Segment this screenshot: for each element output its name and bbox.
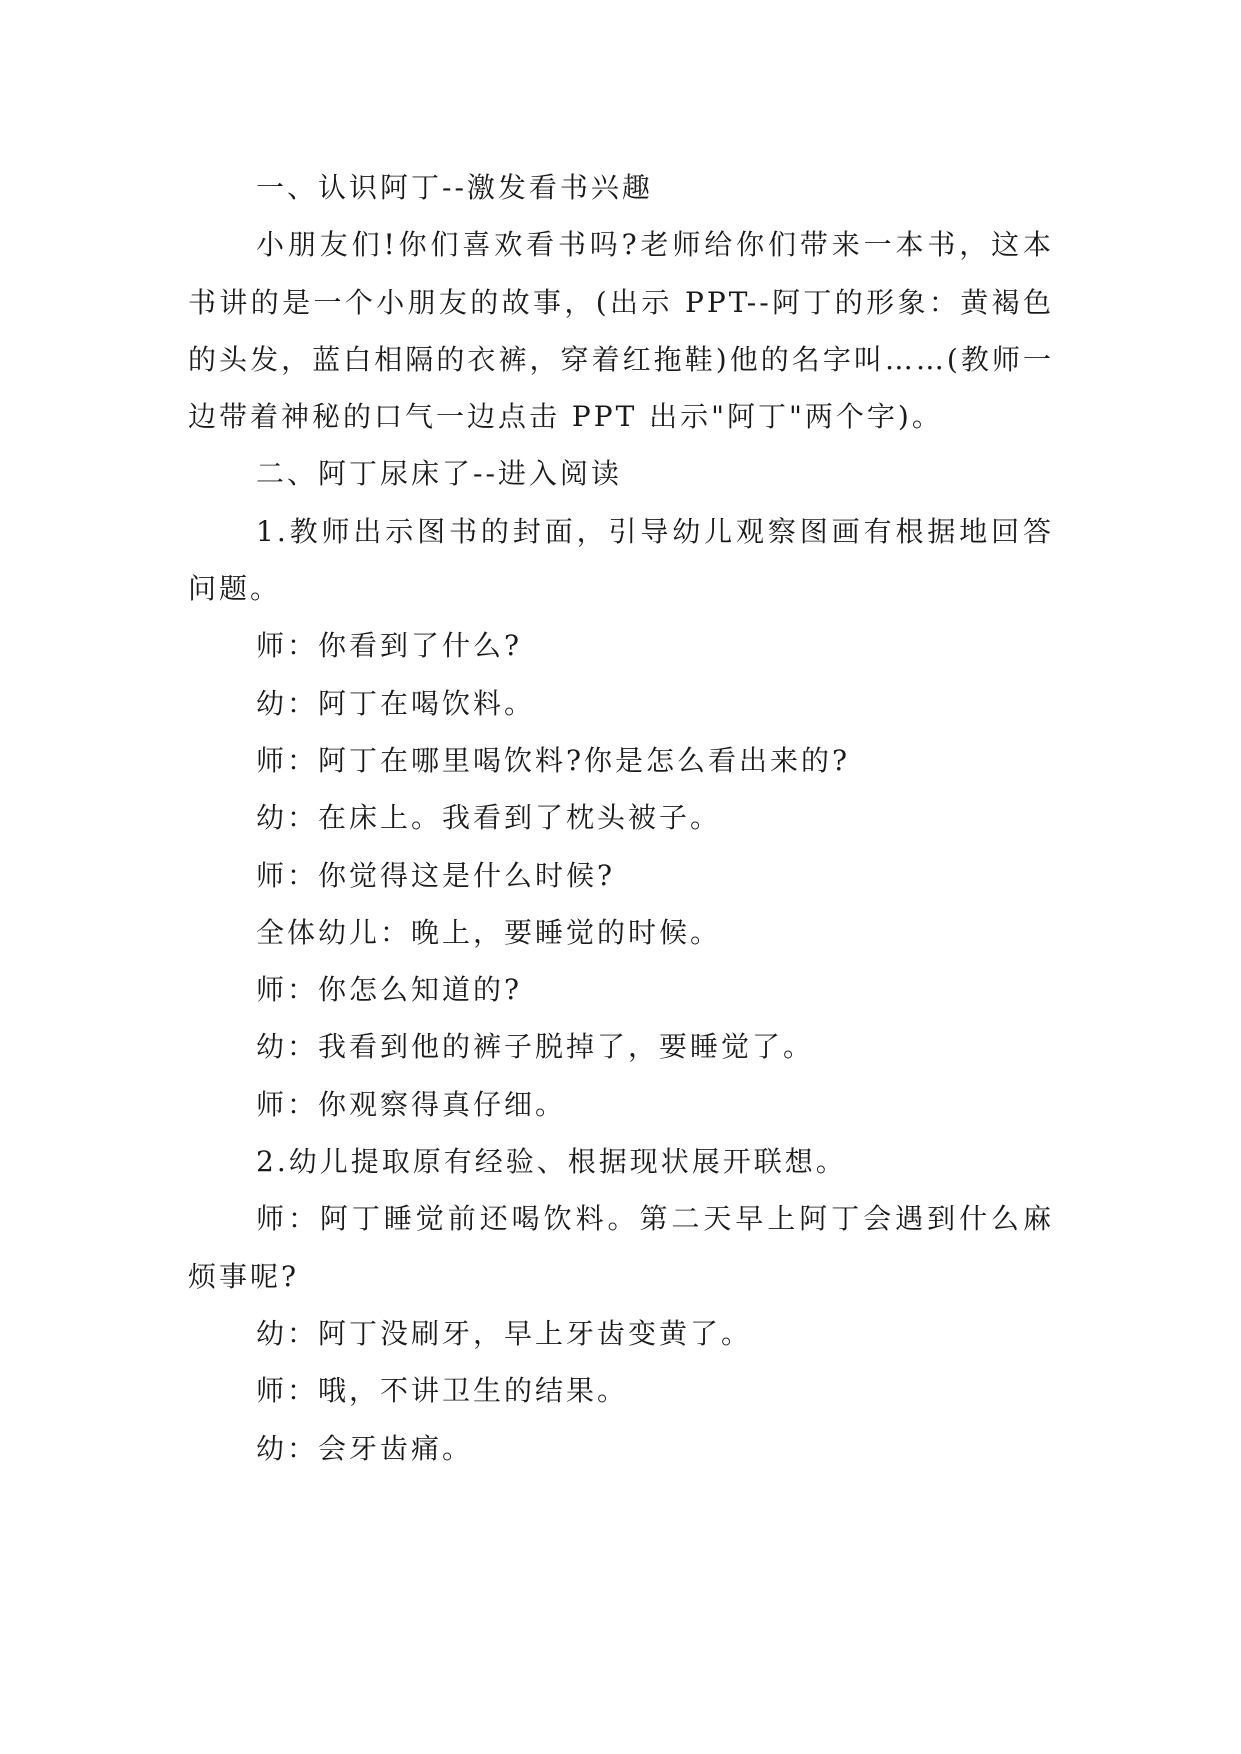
dialogue-line: 师：你看到了什么?: [256, 629, 523, 663]
dialogue-line: 幼：阿丁在喝饮料。: [256, 686, 536, 720]
dialogue-line: 师：哦，不讲卫生的结果。: [256, 1374, 629, 1408]
dialogue-line: 幼：我看到他的裤子脱掉了，要睡觉了。: [256, 1030, 815, 1064]
section-heading-1: 一、认识阿丁--激发看书兴趣: [256, 171, 653, 204]
dialogue-line: 师：阿丁在哪里喝饮料?你是怎么看出来的?: [256, 743, 851, 777]
dialogue-line: 师：你观察得真仔细。: [256, 1087, 567, 1121]
dialogue-line: 师：你怎么知道的?: [256, 973, 523, 1007]
dialogue-line: 幼：会牙齿痛。: [256, 1431, 474, 1465]
dialogue-line: 全体幼儿：晚上，要睡觉的时候。: [256, 915, 722, 949]
intro-paragraph: 小朋友们!你们喜欢看书吗?老师给你们带来一本书，这本书讲的是一个小朋友的故事，(出示 PPT--阿丁的形象：黄褐色的头发，蓝白相隔的衣裤，穿着红拖鞋)他的名字叫……(教师一边带着神秘的口气一边点击 PPT 出示"阿丁"两个字)。: [188, 228, 1054, 434]
section-heading-2: 二、阿丁尿床了--进入阅读: [256, 457, 622, 491]
dialogue-line: 幼：阿丁没刷牙，早上牙齿变黄了。: [256, 1316, 753, 1350]
document-body: [188, 159, 1054, 1477]
dialogue-line: 幼：在床上。我看到了枕头被子。: [256, 801, 722, 835]
step-1-paragraph: 1.教师出示图书的封面，引导幼儿观察图画有根据地回答问题。: [188, 514, 1054, 606]
dialogue-line: 师：阿丁睡觉前还喝饮料。第二天早上阿丁会遇到什么麻烦事呢?: [188, 1202, 1054, 1293]
step-2-paragraph: 2.幼儿提取原有经验、根据现状展开联想。: [256, 1145, 847, 1179]
dialogue-line: 师：你觉得这是什么时候?: [256, 858, 616, 892]
